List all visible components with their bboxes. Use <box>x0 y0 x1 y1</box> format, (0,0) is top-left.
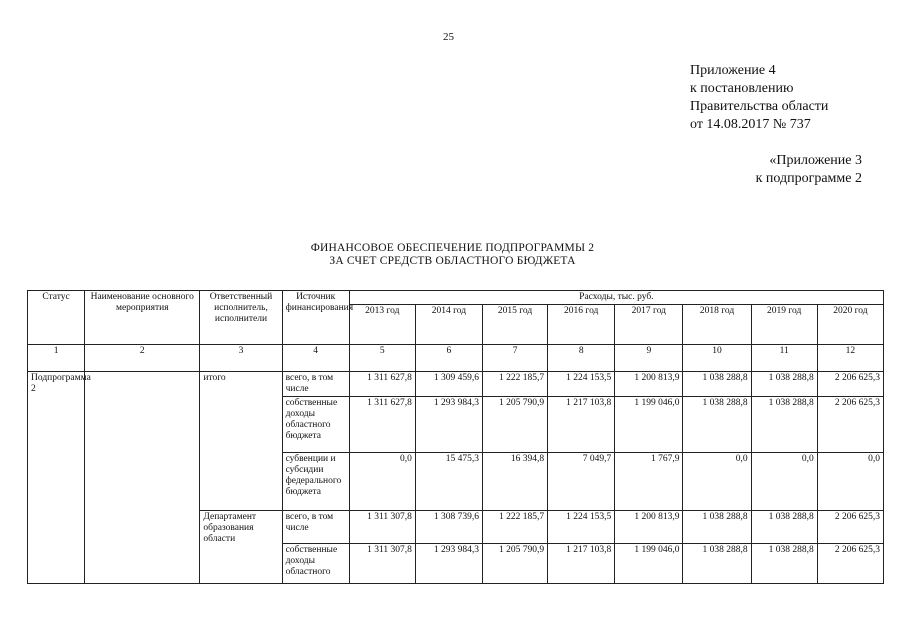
source-cell: собственные доходы областного бюджета <box>282 397 349 453</box>
title-line-1: ФИНАНСОВОЕ ОБЕСПЕЧЕНИЕ ПОДПРОГРАММЫ 2 <box>310 242 595 254</box>
value-cell: 1 038 288,8 <box>683 397 751 453</box>
appendix-block <box>690 62 828 134</box>
value-cell: 7 049,7 <box>548 453 615 511</box>
source-cell: всего, в том числе <box>282 511 349 544</box>
appendix-line-2: к постановлению <box>690 81 794 96</box>
column-index: 4 <box>282 345 349 372</box>
value-cell: 1 038 288,8 <box>683 544 751 584</box>
column-index: 12 <box>817 345 883 372</box>
header-year: 2018 год <box>683 305 751 345</box>
value-cell: 1 309 459,6 <box>415 372 482 397</box>
source-cell: всего, в том числе <box>282 372 349 397</box>
responsible-cell: итого <box>200 372 282 511</box>
header-year: 2017 год <box>615 305 683 345</box>
source-cell: субвенции и субсидии федерального бюджета <box>282 453 349 511</box>
column-index: 11 <box>751 345 817 372</box>
value-cell: 1 038 288,8 <box>751 511 817 544</box>
header-responsible: Ответственный исполнитель, исполнители <box>200 291 282 345</box>
value-cell: 1 199 046,0 <box>615 397 683 453</box>
header-year: 2015 год <box>483 305 548 345</box>
column-index: 8 <box>548 345 615 372</box>
value-cell: 15 475,3 <box>415 453 482 511</box>
value-cell: 1 038 288,8 <box>751 397 817 453</box>
column-index-row <box>28 345 884 372</box>
header-event: Наименование основного мероприятия <box>85 291 200 345</box>
header-year: 2019 год <box>751 305 817 345</box>
value-cell: 1 038 288,8 <box>751 372 817 397</box>
value-cell: 1 311 627,8 <box>349 372 415 397</box>
page-number: 25 <box>443 31 454 43</box>
source-cell: собственные доходы областного <box>282 544 349 584</box>
value-cell: 2 206 625,3 <box>817 372 883 397</box>
header-year: 2013 год <box>349 305 415 345</box>
value-cell: 1 311 307,8 <box>349 544 415 584</box>
column-index: 9 <box>615 345 683 372</box>
column-index: 5 <box>349 345 415 372</box>
value-cell: 1 200 813,9 <box>615 511 683 544</box>
column-index: 1 <box>28 345 85 372</box>
appendix-3-block <box>756 152 862 188</box>
column-index: 6 <box>415 345 482 372</box>
value-cell: 1 038 288,8 <box>751 544 817 584</box>
column-index: 10 <box>683 345 751 372</box>
appendix-3-line-1: «Приложение 3 <box>769 153 862 168</box>
header-year: 2016 год <box>548 305 615 345</box>
value-cell: 0,0 <box>349 453 415 511</box>
header-expenses: Расходы, тыс. руб. <box>349 291 883 305</box>
financing-table <box>27 290 884 584</box>
header-source: Источник финансирования <box>282 291 349 345</box>
value-cell: 2 206 625,3 <box>817 544 883 584</box>
table-row <box>28 372 884 397</box>
column-index: 7 <box>483 345 548 372</box>
value-cell: 1 205 790,9 <box>483 397 548 453</box>
value-cell: 0,0 <box>817 453 883 511</box>
appendix-line-3: Правительства области <box>690 99 829 114</box>
event-cell <box>85 372 200 584</box>
value-cell: 1 038 288,8 <box>683 372 751 397</box>
column-index: 3 <box>200 345 282 372</box>
value-cell: 1 217 103,8 <box>548 544 615 584</box>
document-title <box>0 242 905 268</box>
value-cell: 1 293 984,3 <box>415 397 482 453</box>
responsible-cell: Департамент образования области <box>200 511 282 584</box>
value-cell: 1 224 153,5 <box>548 372 615 397</box>
column-index: 2 <box>85 345 200 372</box>
header-row-1 <box>28 291 884 305</box>
header-status: Статус <box>28 291 85 345</box>
value-cell: 1 311 627,8 <box>349 397 415 453</box>
value-cell: 16 394,8 <box>483 453 548 511</box>
value-cell: 1 224 153,5 <box>548 511 615 544</box>
status-cell: Подпрограмма 2 <box>28 372 85 584</box>
value-cell: 1 205 790,9 <box>483 544 548 584</box>
header-year: 2020 год <box>817 305 883 345</box>
value-cell: 1 293 984,3 <box>415 544 482 584</box>
appendix-3-line-2: к подпрограмме 2 <box>755 171 862 186</box>
appendix-line-1: Приложение 4 <box>690 63 776 78</box>
value-cell: 1 217 103,8 <box>548 397 615 453</box>
value-cell: 1 311 307,8 <box>349 511 415 544</box>
title-line-2: ЗА СЧЕТ СРЕДСТВ ОБЛАСТНОГО БЮДЖЕТА <box>329 255 576 267</box>
header-year: 2014 год <box>415 305 482 345</box>
appendix-line-4: от 14.08.2017 № 737 <box>690 117 811 132</box>
value-cell: 1 199 046,0 <box>615 544 683 584</box>
value-cell: 1 200 813,9 <box>615 372 683 397</box>
value-cell: 1 038 288,8 <box>683 511 751 544</box>
value-cell: 0,0 <box>751 453 817 511</box>
value-cell: 2 206 625,3 <box>817 397 883 453</box>
value-cell: 1 767,9 <box>615 453 683 511</box>
value-cell: 0,0 <box>683 453 751 511</box>
value-cell: 1 308 739,6 <box>415 511 482 544</box>
value-cell: 2 206 625,3 <box>817 511 883 544</box>
value-cell: 1 222 185,7 <box>483 372 548 397</box>
value-cell: 1 222 185,7 <box>483 511 548 544</box>
